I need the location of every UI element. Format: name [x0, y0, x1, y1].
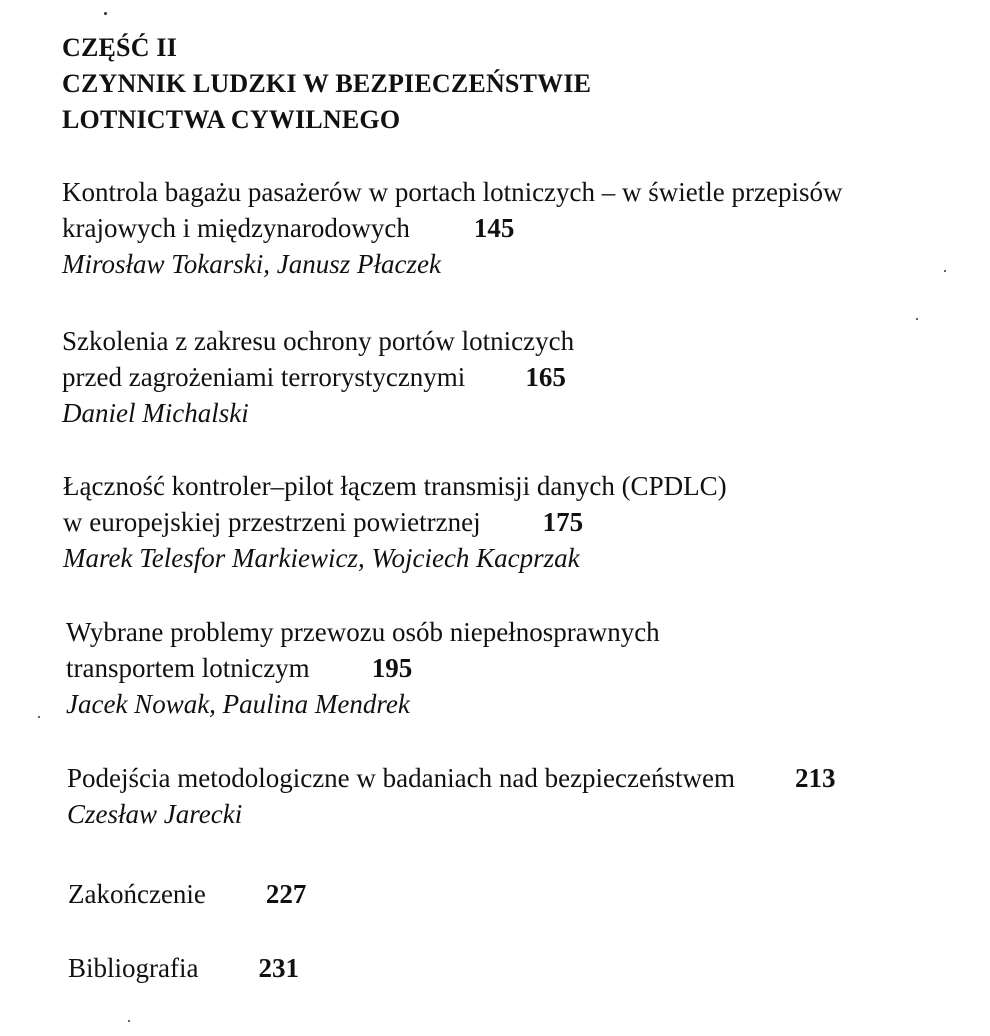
part-title-line2: LOTNICTWA CYWILNEGO [62, 105, 401, 134]
entry-title-line1: Kontrola bagażu pasażerów w portach lotniczych – w świetle przepisów [62, 177, 843, 207]
toc-entry[interactable] [66, 614, 660, 722]
entry-page-number: 213 [795, 763, 836, 793]
entry-title-row [68, 876, 306, 912]
entry-page-number: 175 [542, 507, 584, 537]
scan-speck [944, 270, 946, 272]
part-title-line1: CZYNNIK LUDZKI W BEZPIECZEŃSTWIE [62, 69, 592, 98]
entry-title-line2: przed zagrożeniami terrorystycznymi [62, 362, 466, 392]
entry-author: Mirosław Tokarski, Janusz Płaczek [62, 249, 441, 279]
part-heading [62, 30, 591, 138]
entry-author: Daniel Michalski [62, 398, 249, 428]
entry-page-number: 165 [525, 362, 566, 392]
toc-entry[interactable] [67, 760, 836, 832]
entry-author: Jacek Nowak, Paulina Mendrek [66, 689, 410, 719]
entry-title-line2-row [66, 650, 660, 686]
entry-title-row [67, 760, 836, 796]
entry-author: Czesław Jarecki [67, 799, 243, 829]
entry-page-number: 145 [473, 213, 515, 243]
entry-title-line1: Zakończenie [68, 879, 206, 909]
entry-author: Marek Telesfor Markiewicz, Wojciech Kacprzak [63, 543, 580, 573]
scan-speck [38, 716, 40, 718]
toc-entry[interactable] [62, 174, 842, 282]
toc-entry[interactable] [68, 876, 306, 912]
toc-entry[interactable] [63, 468, 727, 576]
entry-title-line2: transportem lotniczym [66, 653, 310, 683]
scan-speck [104, 12, 107, 15]
entry-page-number: 227 [265, 879, 307, 909]
entry-title-line2: krajowych i międzynarodowych [62, 213, 410, 243]
entry-title-line2-row [63, 504, 727, 540]
entry-title-row [68, 950, 299, 986]
entry-title-line1: Podejścia metodologiczne w badaniach nad bezpieczeństwem [67, 763, 735, 793]
toc-entry[interactable] [68, 950, 299, 986]
entry-page-number: 195 [371, 653, 413, 683]
entry-title-line1: Szkolenia z zakresu ochrony portów lotniczych [62, 326, 575, 356]
scan-speck [128, 1020, 130, 1022]
toc-entry[interactable] [62, 323, 574, 431]
part-label: CZĘŚĆ II [62, 33, 178, 62]
entry-title-line1: Bibliografia [68, 953, 199, 983]
entry-page-number: 231 [258, 953, 299, 983]
entry-title-line1: Wybrane problemy przewozu osób niepełnosprawnych [66, 617, 660, 647]
entry-title-line2-row [62, 359, 574, 395]
entry-title-line2: w europejskiej przestrzeni powietrznej [63, 507, 481, 537]
entry-title-line2-row [62, 210, 842, 246]
entry-title-line1: Łączność kontroler–pilot łączem transmisji danych (CPDLC) [63, 471, 727, 501]
scan-speck [916, 318, 918, 320]
